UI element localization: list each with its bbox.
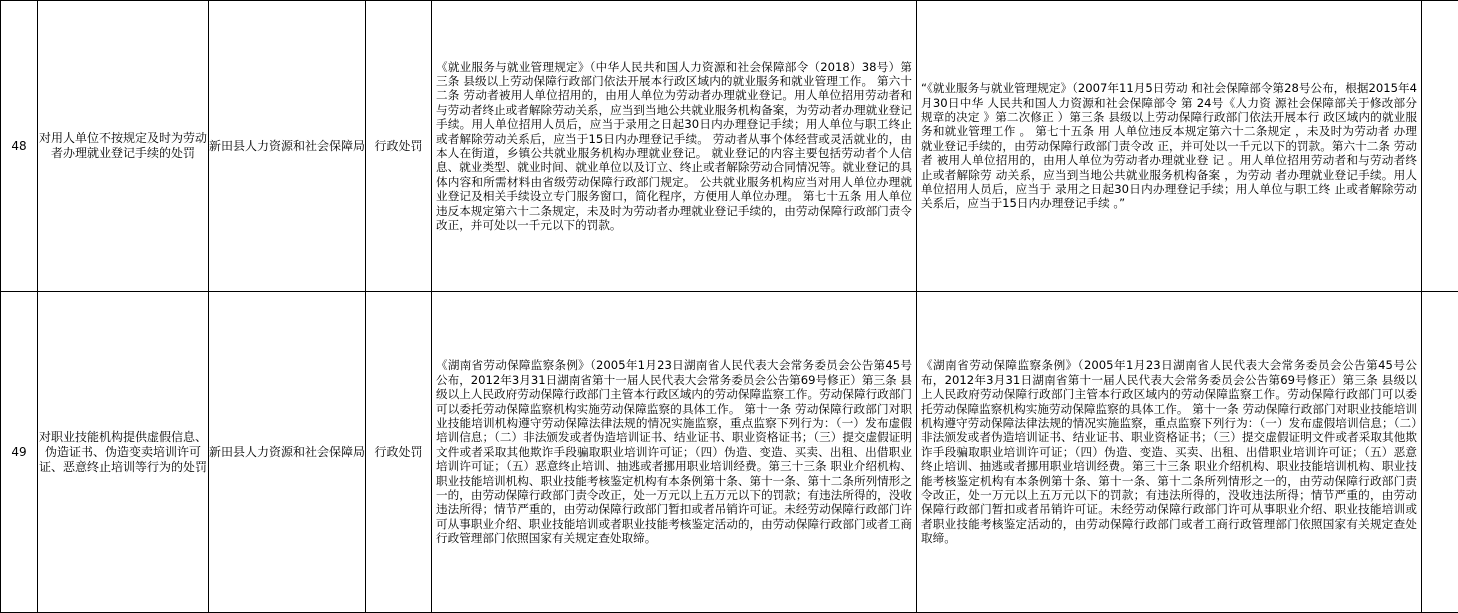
empty-cell [1422,1,1458,292]
empty-cell [1422,292,1458,613]
legal-basis-text-2: “《就业服务与就业管理规定》（2007年11月5日劳动 和社会保障部令第28号公布，根据2015年4月30日中华 人民共和国人力资源和社会保障部令 第 24号《人力资 源社会保障部关于修改部分规章的决定 》第二次修正 ）第三条 县级以上劳动保障行政部门依法开展本行 政区域内的就业服务和就业管理工作 。 第七十五条 用 人单位违反本规定第六十二条规定 ，未及时为劳动者 办理就业登记手续的，由劳动保障行政部门责令改 正，并可处以一千元以下的罚款。第六十二条 劳动者 被用人单位招用的，由用人单位为劳动者办理就业登 记 。用人单位招用劳动者和与劳动者终止或者解除劳 动关系，应当到当地公共就业服务机构备案 ，为劳动 者办理就业登记手续。用人单位招用人员后，应当于 录用之日起30日内办理登记手续；用人单位与职工终 止或者解除劳动关系后，应当于15日内办理登记手续 。” [921,81,1417,211]
department: 新田县人力资源和社会保障局 [209,292,366,613]
power-type: 行政处罚 [366,1,432,292]
legal-basis-cell [432,1,917,292]
row-number: 49 [1,292,38,613]
legal-basis-text: 《就业服务与就业管理规定》（中华人民共和国人力资源和社会保障部令（2018）38号）第三条 县级以上劳动保障行政部门依法开展本行政区域内的就业服务和就业管理工作。 第六十二条 劳动者被用人单位招用的，由用人单位为劳动者办理就业登记。用人单位招用劳动者和与劳动者终止或者解除劳动关系，应当到当地公共就业服务机构备案，为劳动者办理就业登记手续。用人单位招用人员后，应当于录用之日起30日内办理登记手续；用人单位与职工终止或者解除劳动关系后，应当于15日内办理登记手续。 劳动者从事个体经营或灵活就业的，由本人在街道，乡镇公共就业服务机构办理就业登记。 就业登记的内容主要包括劳动者个人信息、就业类型、就业时间、就业单位以及订立、终止或者解除劳动合同情况等。就业登记的具体内容和所需材料由省级劳动保障行政部门规定。 公共就业服务机构应当对用人单位办理就业登记及相关手续设立专门服务窗口，简化程序，方便用人单位办理。 第七十五条 用人单位违反本规定第六十二条规定，未及时为劳动者办理就业登记手续的，由劳动保障行政部门责令改正，并可处以一千元以下的罚款。 [436,60,912,233]
item-name: 对用人单位不按规定及时为劳动者办理就业登记手续的处罚 [38,1,209,292]
department: 新田县人力资源和社会保障局 [209,1,366,292]
legal-basis-text-2: 《湖南省劳动保障监察条例》（2005年1月23日湖南省人民代表大会常务委员会公告第45号公布，2012年3月31日湖南省第十一届人民代表大会常务委员会公告第69号修正）第三条 县级以上人民政府劳动保障行政部门主管本行政区域内的劳动保障监察工作。劳动保障行政部门可以委托劳动保障监察机构实施劳动保障监察的具体工作。 第十一条 劳动保障行政部门对职业技能培训机构遵守劳动保障法律法规的情况实施监察，重点监察下列行为：（一）发布虚假培训信息；（二）非法颁发或者伪造培训证书、结业证书、职业资格证书；（三）提交虚假证明文件或者采取其他欺诈手段骗取职业培训许可证；（四）伪造、变造、买卖、出租、出借职业培训许可证；（五）恶意终止培训、抽逃或者挪用职业培训经费。第三十三条 职业介绍机构、职业技能培训机构、职业技能考核鉴定机构有本条例第十条、第十一条、第十二条所列情形之一的，由劳动保障行政部门责令改正，处一万元以上五万元以下的罚款；有违法所得的，没收违法所得；情节严重的，由劳动保障行政部门暂扣或者吊销许可证。未经劳动保障行政部门许可从事职业介绍、职业技能培训或者职业技能考核鉴定活动的，由劳动保障行政部门或者工商行政管理部门依照国家有关规定查处取缔。 [921,358,1417,545]
table-row [1,292,1458,613]
legal-basis-text: 《湖南省劳动保障监察条例》（2005年1月23日湖南省人民代表大会常务委员会公告第45号公布，2012年3月31日湖南省第十一届人民代表大会常务委员会公告第69号修正）第三条 县级以上人民政府劳动保障行政部门主管本行政区域内的劳动保障监察工作。劳动保障行政部门可以委托劳动保障监察机构实施劳动保障监察的具体工作。 第十一条 劳动保障行政部门对职业技能培训机构遵守劳动保障法律法规的情况实施监察，重点监察下列行为：（一）发布虚假培训信息；（二）非法颁发或者伪造培训证书、结业证书、职业资格证书；（三）提交虚假证明文件或者采取其他欺诈手段骗取职业培训许可证；（四）伪造、变造、买卖、出租、出借职业培训许可证；（五）恶意终止培训、抽逃或者挪用职业培训经费。第三十三条 职业介绍机构、职业技能培训机构、职业技能考核鉴定机构有本条例第十条、第十一条、第十二条所列情形之一的，由劳动保障行政部门责令改正，处一万元以上五万元以下的罚款；有违法所得的，没收违法所得；情节严重的，由劳动保障行政部门暂扣或者吊销许可证。未经劳动保障行政部门许可从事职业介绍、职业技能培训或者职业技能考核鉴定活动的，由劳动保障行政部门或者工商行政管理部门依照国家有关规定查处取缔。 [436,358,912,545]
item-name: 对职业技能机构提供虚假信息、伪造证书、伪造变卖培训许可证、恶意终止培训等行为的处罚 [38,292,209,613]
legal-basis-cell-2 [917,1,1422,292]
legal-basis-cell-2 [917,292,1422,613]
power-type: 行政处罚 [366,292,432,613]
row-number: 48 [1,1,38,292]
table-row [1,1,1458,292]
legal-basis-cell [432,292,917,613]
